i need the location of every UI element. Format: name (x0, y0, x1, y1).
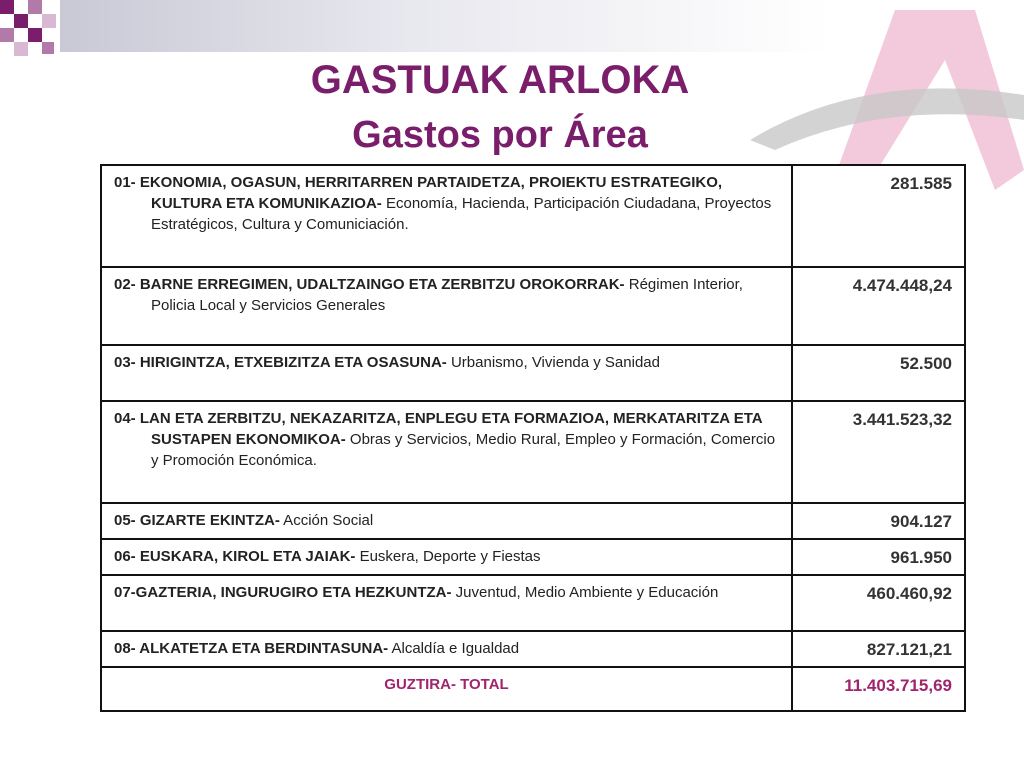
table-row (101, 539, 965, 575)
area-label-eu: 04- LAN ETA ZERBITZU, NEKAZARITZA, ENPLEGU ETA FORMAZIOA, MERKATARITZA ETA SUSTAPEN EKONOMIKOA- (114, 410, 763, 448)
area-label (101, 401, 792, 503)
table-row (101, 575, 965, 631)
area-label (101, 267, 792, 345)
area-label (101, 539, 792, 575)
area-label-es: Juventud, Medio Ambiente y Educación (451, 584, 719, 601)
area-label-es: Urbanismo, Vivienda y Sanidad (446, 354, 660, 371)
area-label-eu: 02- BARNE ERREGIMEN, UDALTZAINGO ETA ZERBITZU OROKORRAK- (114, 276, 625, 293)
area-amount: 460.460,92 (792, 575, 965, 631)
total-label-text: GUZTIRA- TOTAL (384, 676, 509, 693)
area-label (101, 575, 792, 631)
area-label (101, 345, 792, 401)
area-label-eu: 08- ALKATETZA ETA BERDINTASUNA- (114, 640, 389, 657)
area-label-eu: 06- EUSKARA, KIROL ETA JAIAK- (114, 548, 356, 565)
area-label-eu: 07-GAZTERIA, INGURUGIRO ETA HEZKUNTZA- (114, 584, 452, 601)
area-label-es: Régimen Interior, Policia Local y Servicios Generales (151, 276, 743, 314)
area-amount: 961.950 (792, 539, 965, 575)
area-amount: 827.121,21 (792, 631, 965, 667)
table-row (101, 401, 965, 503)
area-amount: 3.441.523,32 (792, 401, 965, 503)
area-label-eu: 03- HIRIGINTZA, ETXEBIZITZA ETA OSASUNA- (114, 354, 447, 371)
table-row (101, 345, 965, 401)
expense-table (100, 164, 966, 712)
area-amount: 904.127 (792, 503, 965, 539)
area-amount: 281.585 (792, 165, 965, 267)
area-label-es: Euskera, Deporte y Fiestas (355, 548, 541, 565)
table-row (101, 503, 965, 539)
area-label (101, 631, 792, 667)
total-row (101, 667, 965, 711)
total-label (101, 667, 792, 711)
page-title: GASTUAK ARLOKA (310, 58, 690, 102)
total-amount: 11.403.715,69 (792, 667, 965, 711)
area-label (101, 165, 792, 267)
table-row (101, 267, 965, 345)
area-amount: 52.500 (792, 345, 965, 401)
area-amount: 4.474.448,24 (792, 267, 965, 345)
area-label-es: Economía, Hacienda, Participación Ciudadana, Proyectos Estratégicos, Cultura y Comuniciación. (151, 195, 772, 233)
area-label-eu: 05- GIZARTE EKINTZA- (114, 512, 280, 529)
area-label-es: Alcaldía e Igualdad (388, 640, 520, 657)
table-row (101, 631, 965, 667)
area-label (101, 503, 792, 539)
area-label-eu: 01- EKONOMIA, OGASUN, HERRITARREN PARTAIDETZA, PROIEKTU ESTRATEGIKO, KULTURA ETA KOMUNIKAZIOA- (114, 174, 723, 212)
area-label-es: Obras y Servicios, Medio Rural, Empleo y Formación, Comercio y Promoción Económica. (151, 431, 776, 469)
page-subtitle: Gastos por Área (352, 114, 648, 156)
area-label-es: Acción Social (279, 512, 374, 529)
table-row (101, 165, 965, 267)
